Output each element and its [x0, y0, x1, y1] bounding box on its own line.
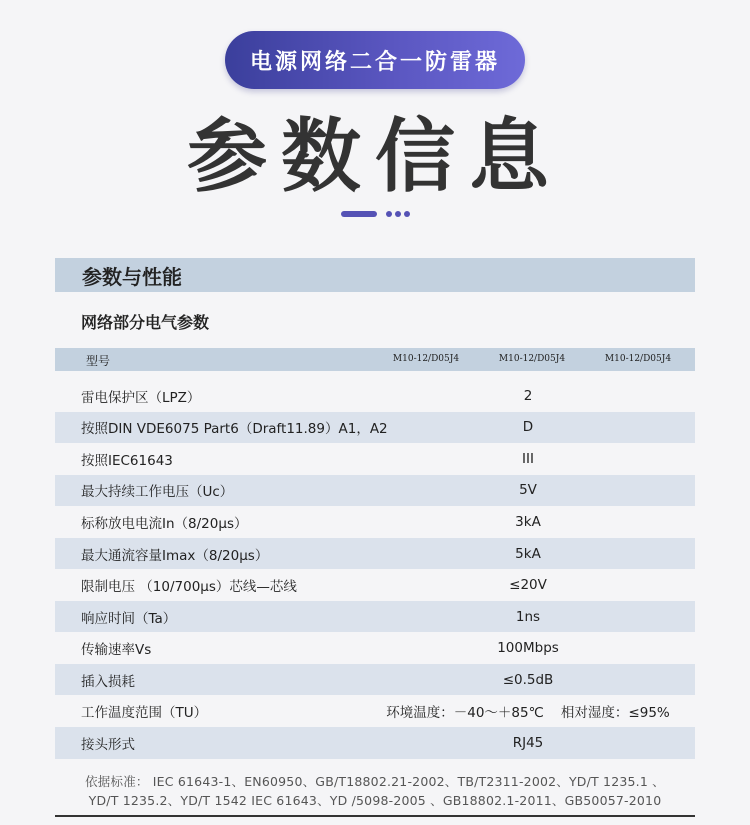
parameter-name: 响应时间（Ta）: [81, 610, 177, 627]
standards-line-1: 依据标准： IEC 61643-1、EN60950、GB/T18802.21-2002、TB/T2311-2002、YD/T 1235.1 、: [85, 774, 665, 789]
model-label: 型号: [86, 354, 111, 368]
table-row: [55, 443, 695, 475]
parameter-value: 100Mbps: [497, 640, 559, 657]
parameter-value: 5V: [519, 482, 537, 499]
table-header: [55, 348, 695, 371]
parameter-value: 1ns: [515, 608, 541, 625]
product-name: 电源网络二合一防雷器: [249, 49, 500, 75]
parameter-name: 按照DIN VDE6075 Part6（Draft11.89）A1，A2: [81, 421, 388, 438]
title-underline-dot: [404, 211, 410, 217]
parameter-value: III: [522, 450, 534, 467]
parameter-name: 最大持续工作电压（Uc）: [81, 484, 234, 501]
sub-heading: 网络部分电气参数: [81, 313, 210, 332]
product-name-banner: [225, 31, 525, 89]
bottom-divider: [55, 815, 695, 817]
title-underline-dot: [395, 211, 401, 217]
table-row: [55, 569, 695, 601]
parameter-table: [55, 380, 695, 759]
table-row: [55, 506, 695, 538]
table-row: [55, 632, 695, 664]
table-row: [55, 664, 695, 696]
page-title: 参数信息: [187, 110, 563, 203]
parameter-name: 工作温度范围（TU）: [81, 705, 208, 722]
table-row: [55, 475, 695, 507]
parameter-value: 5kA: [515, 545, 541, 562]
parameter-name: 传输速率Vs: [81, 642, 152, 659]
parameter-value: D: [522, 419, 534, 436]
parameter-name: 雷电保护区（LPZ）: [81, 389, 201, 406]
parameter-value: ≤20V: [509, 577, 547, 594]
model-column-header: M10-12/D05J4: [604, 354, 672, 364]
parameter-name: 接头形式: [81, 736, 135, 753]
model-column-header: M10-12/D05J4: [392, 354, 460, 364]
table-row: [55, 727, 695, 759]
parameter-name: 标称放电电流In（8/20μs）: [81, 515, 248, 532]
table-row: [55, 601, 695, 633]
parameter-value: 3kA: [515, 513, 541, 530]
parameter-name: 按照IEC61643: [81, 452, 173, 469]
section-heading: [55, 258, 695, 292]
table-row: [55, 538, 695, 570]
parameter-name: 最大通流容量Imax（8/20μs）: [81, 547, 269, 564]
parameter-name: 插入损耗: [81, 673, 135, 690]
model-column-header: M10-12/D05J4: [498, 354, 566, 364]
parameter-value: RJ45: [512, 734, 544, 751]
standards-line-2: YD/T 1235.2、YD/T 1542 IEC 61643、YD /5098-2005 、GB18802.1-2011、GB50057-2010: [88, 793, 662, 808]
table-row: [55, 412, 695, 444]
parameter-value: 2: [523, 387, 533, 404]
section-heading-text: 参数与性能: [82, 264, 182, 289]
title-underline-bar: [341, 211, 377, 217]
parameter-name: 限制电压 （10/700μs）芯线—芯线: [81, 579, 297, 596]
parameter-value: 环境温度：－40～＋85℃ 相对湿度：≤95%: [386, 705, 670, 722]
table-row: [55, 695, 695, 727]
table-row: [55, 380, 695, 412]
parameter-value: ≤0.5dB: [502, 671, 554, 688]
title-underline-dot: [386, 211, 392, 217]
